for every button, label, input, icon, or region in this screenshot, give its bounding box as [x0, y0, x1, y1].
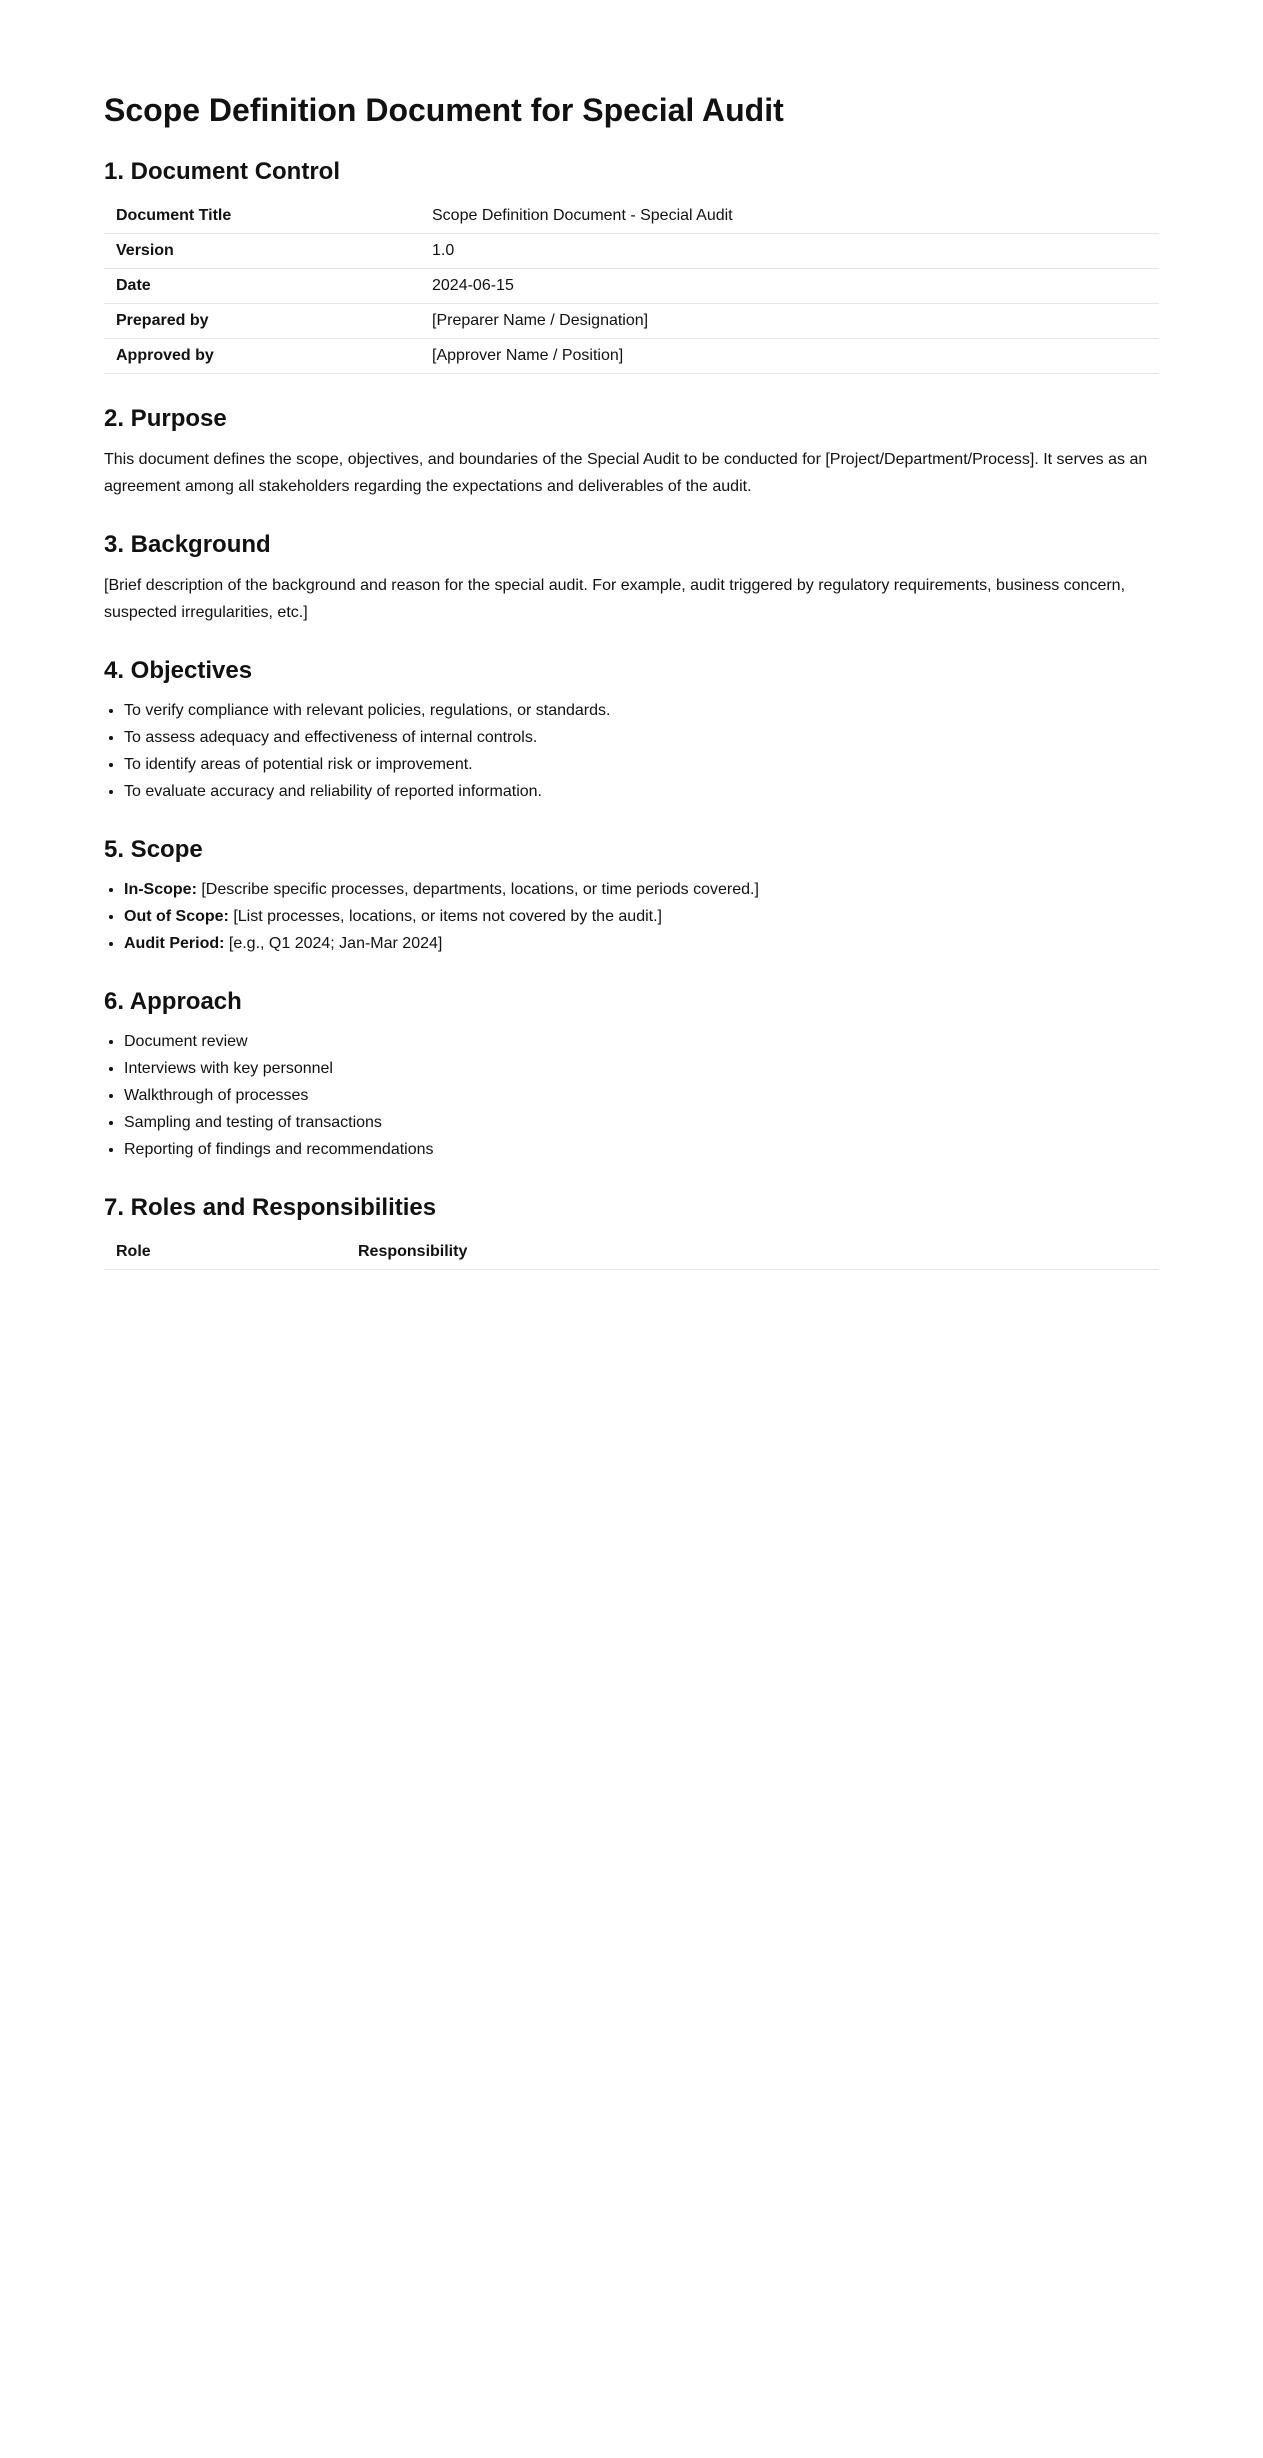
- section-heading-objectives: 4. Objectives: [104, 657, 253, 684]
- list-item: • Interviews with key personnel: [124, 1055, 1159, 1082]
- section-background: [104, 530, 1159, 626]
- list-item: • Sampling and testing of transactions: [124, 1109, 1159, 1136]
- section-heading-scope: 5. Scope: [104, 836, 203, 863]
- table-row: [104, 339, 1159, 374]
- section-objectives: [104, 656, 1159, 805]
- row-value: [Preparer Name / Designation]: [420, 304, 1159, 339]
- section-approach: [104, 987, 1159, 1163]
- list-item: • To verify compliance with relevant policies, regulations, or standards.: [124, 697, 1159, 724]
- table-row: [104, 269, 1159, 304]
- row-value: 2024-06-15: [420, 269, 1159, 304]
- table-row: [104, 234, 1159, 269]
- document-control-table: [104, 199, 1159, 374]
- list-item: • To identify areas of potential risk or improvement.: [124, 751, 1159, 778]
- list-item: [124, 876, 1159, 903]
- scope-label: Audit Period:: [124, 935, 225, 952]
- scope-text: [List processes, locations, or items not covered by the audit.]: [228, 908, 662, 925]
- scope-list: [104, 876, 1159, 957]
- column-header-responsibility: Responsibility: [346, 1235, 1159, 1270]
- list-item: • To evaluate accuracy and reliability of reported information.: [124, 778, 1159, 805]
- scope-label: In-Scope:: [124, 881, 197, 898]
- table-row: [104, 199, 1159, 234]
- section-document-control: [104, 157, 1159, 374]
- row-value: Scope Definition Document - Special Audit: [420, 199, 1159, 234]
- section-roles: [104, 1193, 1159, 1270]
- scope-label: Out of Scope:: [124, 908, 229, 925]
- row-key: Date: [104, 269, 420, 304]
- row-key: Approved by: [104, 339, 420, 374]
- row-key: Version: [104, 234, 420, 269]
- section-scope: [104, 835, 1159, 957]
- scope-text: [Describe specific processes, departments, locations, or time periods covered.]: [196, 881, 759, 898]
- row-key: Document Title: [104, 199, 420, 234]
- section-heading-background: 3. Background: [104, 531, 271, 558]
- document-title: Scope Definition Document for Special Audit: [104, 92, 784, 128]
- list-item: • Walkthrough of processes: [124, 1082, 1159, 1109]
- background-text: [Brief description of the background and reason for the special audit. For example, audit triggered by regulatory requirements, business concern, suspected irregularities, etc.]: [104, 577, 1126, 621]
- list-item: [124, 930, 1159, 957]
- approach-list: [104, 1028, 1159, 1163]
- section-heading-document-control: 1. Document Control: [104, 158, 341, 185]
- row-value: [Approver Name / Position]: [420, 339, 1159, 374]
- list-item: • To assess adequacy and effectiveness of internal controls.: [124, 724, 1159, 751]
- roles-table: [104, 1235, 1159, 1270]
- table-header-row: [104, 1235, 1159, 1270]
- list-item: • Document review: [124, 1028, 1159, 1055]
- section-purpose: [104, 404, 1159, 500]
- section-heading-roles: 7. Roles and Responsibilities: [104, 1194, 437, 1221]
- scope-text: [e.g., Q1 2024; Jan-Mar 2024]: [224, 935, 443, 952]
- list-item: [124, 903, 1159, 930]
- section-heading-approach: 6. Approach: [104, 988, 242, 1015]
- purpose-text: This document defines the scope, objectives, and boundaries of the Special Audit to be conducted for [Project/Department/Process]. It serves as an agreement among all stakeholders regarding the expectations and deliverables of the audit.: [104, 451, 1148, 495]
- row-value: 1.0: [420, 234, 1159, 269]
- column-header-role: Role: [104, 1235, 346, 1270]
- section-heading-purpose: 2. Purpose: [104, 405, 227, 432]
- table-row: [104, 304, 1159, 339]
- objectives-list: [104, 697, 1159, 805]
- list-item: • Reporting of findings and recommendations: [124, 1136, 1159, 1163]
- row-key: Prepared by: [104, 304, 420, 339]
